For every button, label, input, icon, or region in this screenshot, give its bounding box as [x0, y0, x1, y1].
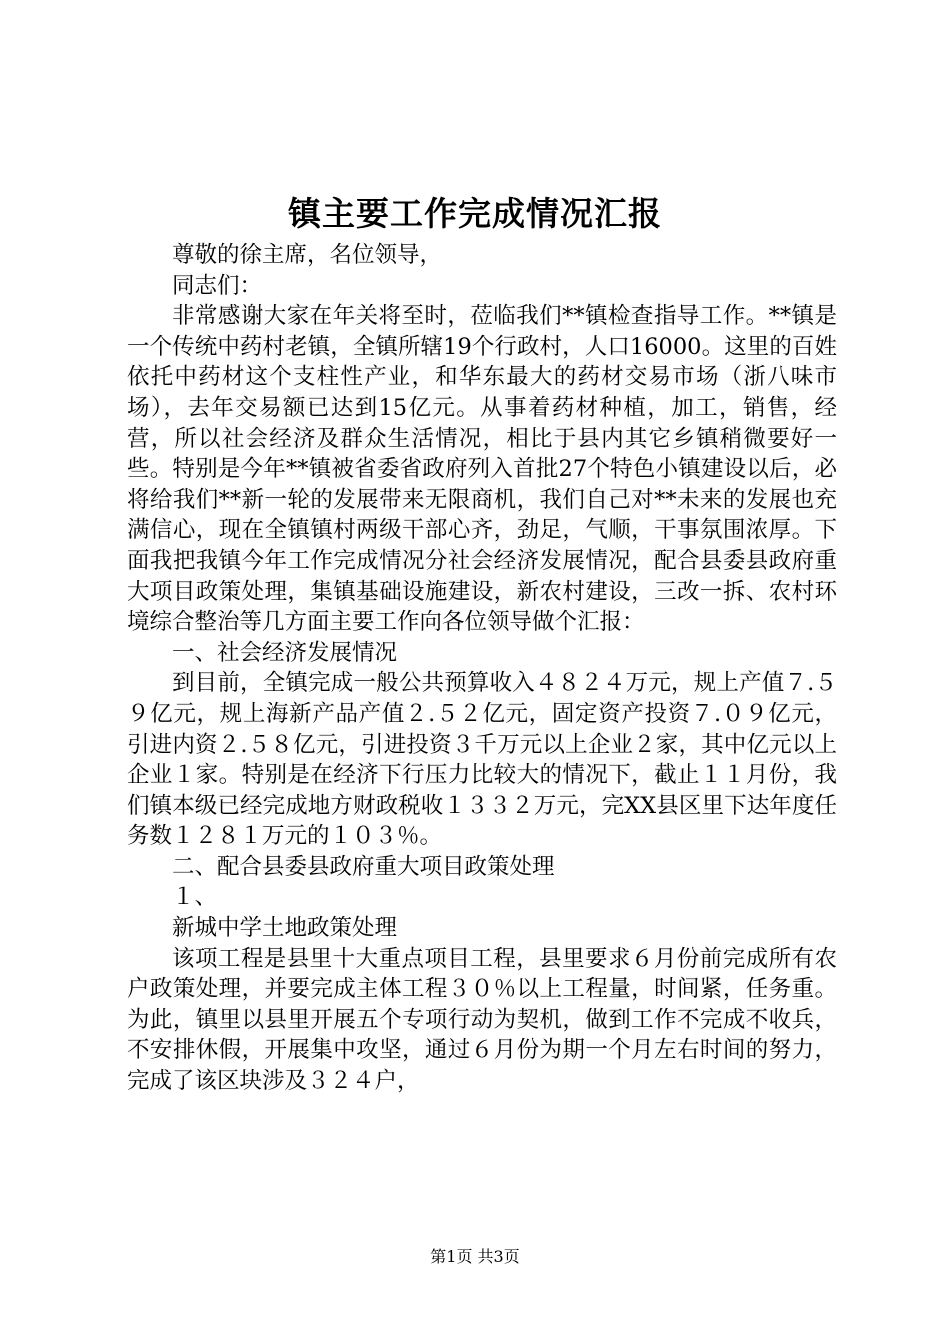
paragraph-economy: 到目前，全镇完成一般公共预算收入４８２４万元，规上产值７.５９亿元，规上海新产品产值２.５２亿元，固定资产投资７.０９亿元，引进内资２.５８亿元，引进投资３千万元以上企业２家，其中亿元以上企业１家。特别是在经济下行压力比较大的情况下，截止１１月份，我们镇本级已经完成地方财政税收１３３２万元，完XX县区里下达年度任务数１２８１万元的１０３％。 [127, 670, 837, 850]
document-body [127, 240, 837, 1097]
item-heading: 新城中学土地政策处理 [172, 915, 398, 942]
section-heading-1: 一、社会经济发展情况 [172, 639, 398, 666]
salutation: 尊敬的徐主席，名位领导， [172, 242, 443, 268]
page-footer: 第1页 共3页 [430, 1247, 520, 1266]
paragraph-intro: 非常感谢大家在年关将至时，莅临我们**镇检查指导工作。**镇是一个传统中药村老镇，全镇所辖19个行政村，人口16000。这里的百姓依托中药材这个支柱性产业，和华东最大的药材交易市场（浙八味市场），去年交易额已达到15亿元。从事着药材种植，加工，销售，经营，所以社会经济及群众生活情况，相比于县内其它乡镇稍微要好一些。特别是今年**镇被省委省政府列入首批27个特色小镇建设以后，必将给我们**新一轮的发展带来无限商机，我们自己对**未来的发展也充满信心，现在全镇镇村两级干部心齐，劲足，气顺，干事氛围浓厚。下面我把我镇今年工作完成情况分社会经济发展情况，配合县委县政府重大项目政策处理，集镇基础设施建设，新农村建设，三改一拆、农村环境综合整治等几方面主要工作向各位领导做个汇报： [127, 303, 837, 636]
salutation-comrades: 同志们： [172, 272, 263, 299]
paragraph-school: 该项工程是县里十大重点项目工程，县里要求６月份前完成所有农户政策处理，并要完成主体工程３０％以上工程量，时间紧，任务重。为此，镇里以县里开展五个专项行动为契机，做到工作不完成不收兵，不安排休假，开展集中攻坚，通过６月份为期一个月左右时间的努力，完成了该区块涉及３２４户， [127, 945, 837, 1095]
section-heading-2: 二、配合县委县政府重大项目政策处理 [172, 853, 555, 880]
document-title: 镇主要工作完成情况汇报 [288, 194, 662, 233]
item-number: １、 [172, 884, 218, 911]
